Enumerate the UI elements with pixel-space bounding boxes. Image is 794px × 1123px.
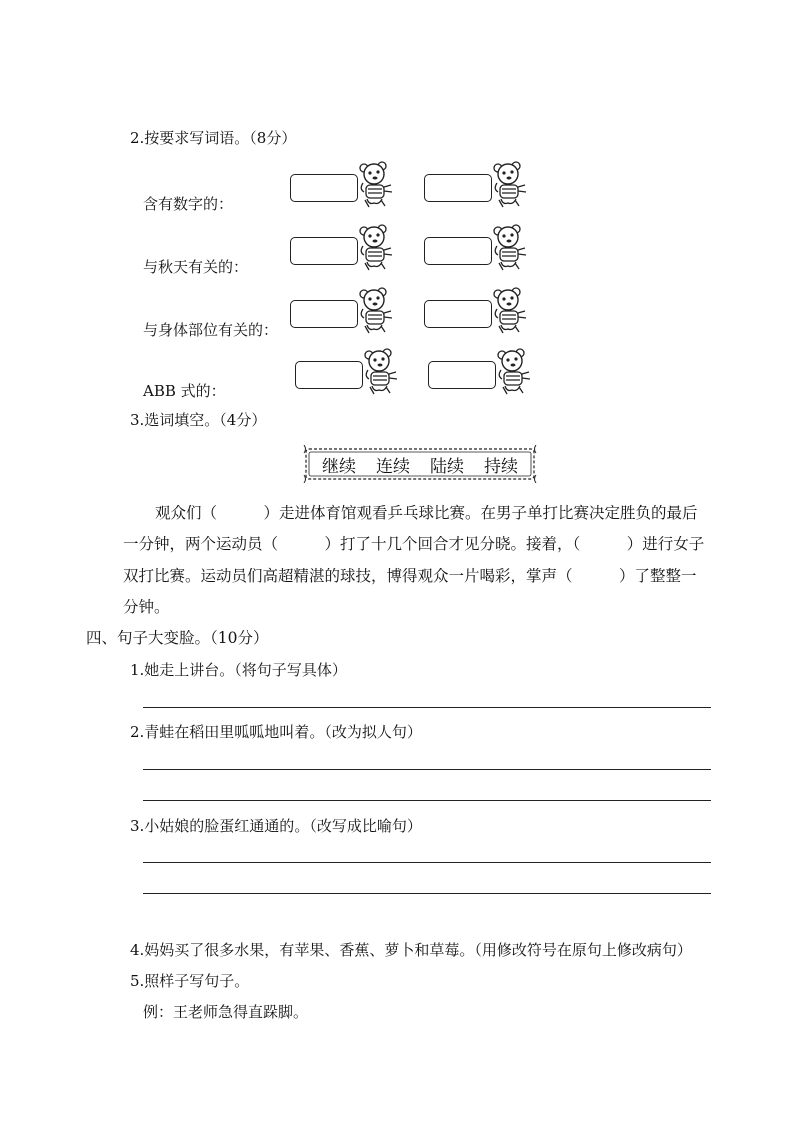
word-option: 持续	[484, 456, 518, 477]
bear-icon	[489, 222, 529, 272]
question-1: 1.她走上讲台。（将句子写具体）	[130, 661, 347, 679]
answer-line[interactable]	[143, 800, 711, 801]
example-sentence: 例：王老师急得直跺脚。	[143, 1003, 309, 1021]
question-5: 5.照样子写句子。	[130, 972, 250, 990]
paragraph-line-1: 观众们（ ）走进体育馆观看乒乓球比赛。在男子单打比赛决定胜负的最后	[155, 504, 698, 522]
section2-title: 2.按要求写词语。（8分）	[130, 129, 297, 147]
answer-line[interactable]	[143, 893, 711, 894]
bear-icon	[355, 159, 395, 209]
row4-label: ABB 式的：	[143, 382, 226, 400]
bear-icon	[489, 159, 529, 209]
question-4: 4.妈妈买了很多水果，有苹果、香蕉、萝卜和草莓。（用修改符号在原句上修改病句）	[130, 941, 692, 959]
answer-box-4a[interactable]	[295, 361, 363, 389]
paragraph-line-3: 双打比赛。运动员们高超精湛的球技，博得观众一片喝彩，掌声（ ）了整整一	[123, 567, 697, 585]
answer-box-3b[interactable]	[424, 300, 492, 328]
word-option: 连续	[376, 456, 410, 477]
bear-icon	[489, 285, 529, 335]
question-3: 3.小姑娘的脸蛋红通通的。（改写成比喻句）	[130, 817, 422, 835]
bear-icon	[355, 222, 395, 272]
answer-box-2a[interactable]	[290, 237, 358, 265]
row3-label: 与身体部位有关的：	[143, 321, 279, 339]
answer-line[interactable]	[143, 769, 711, 770]
answer-box-1b[interactable]	[424, 174, 492, 202]
row2-label: 与秋天有关的：	[143, 258, 249, 276]
paragraph-line-4: 分钟。	[123, 598, 170, 616]
word-bank	[303, 445, 537, 483]
answer-box-2b[interactable]	[424, 237, 492, 265]
answer-box-1a[interactable]	[290, 174, 358, 202]
bear-icon	[360, 346, 400, 396]
row1-label: 含有数字的：	[143, 195, 234, 213]
word-option: 继续	[322, 456, 356, 477]
bear-icon	[493, 346, 533, 396]
part4-heading: 四、句子大变脸。（10分）	[86, 629, 269, 647]
word-option: 陆续	[430, 456, 464, 477]
answer-line[interactable]	[143, 862, 711, 863]
answer-box-4b[interactable]	[428, 361, 496, 389]
paragraph-line-2: 一分钟，两个运动员（ ）打了十几个回合才见分晓。接着，（ ）进行女子	[123, 535, 705, 553]
question-2: 2.青蛙在稻田里呱呱地叫着。（改为拟人句）	[130, 723, 422, 741]
bear-icon	[355, 285, 395, 335]
answer-box-3a[interactable]	[290, 300, 358, 328]
section3-title: 3.选词填空。（4分）	[130, 411, 267, 429]
answer-line[interactable]	[143, 707, 711, 708]
